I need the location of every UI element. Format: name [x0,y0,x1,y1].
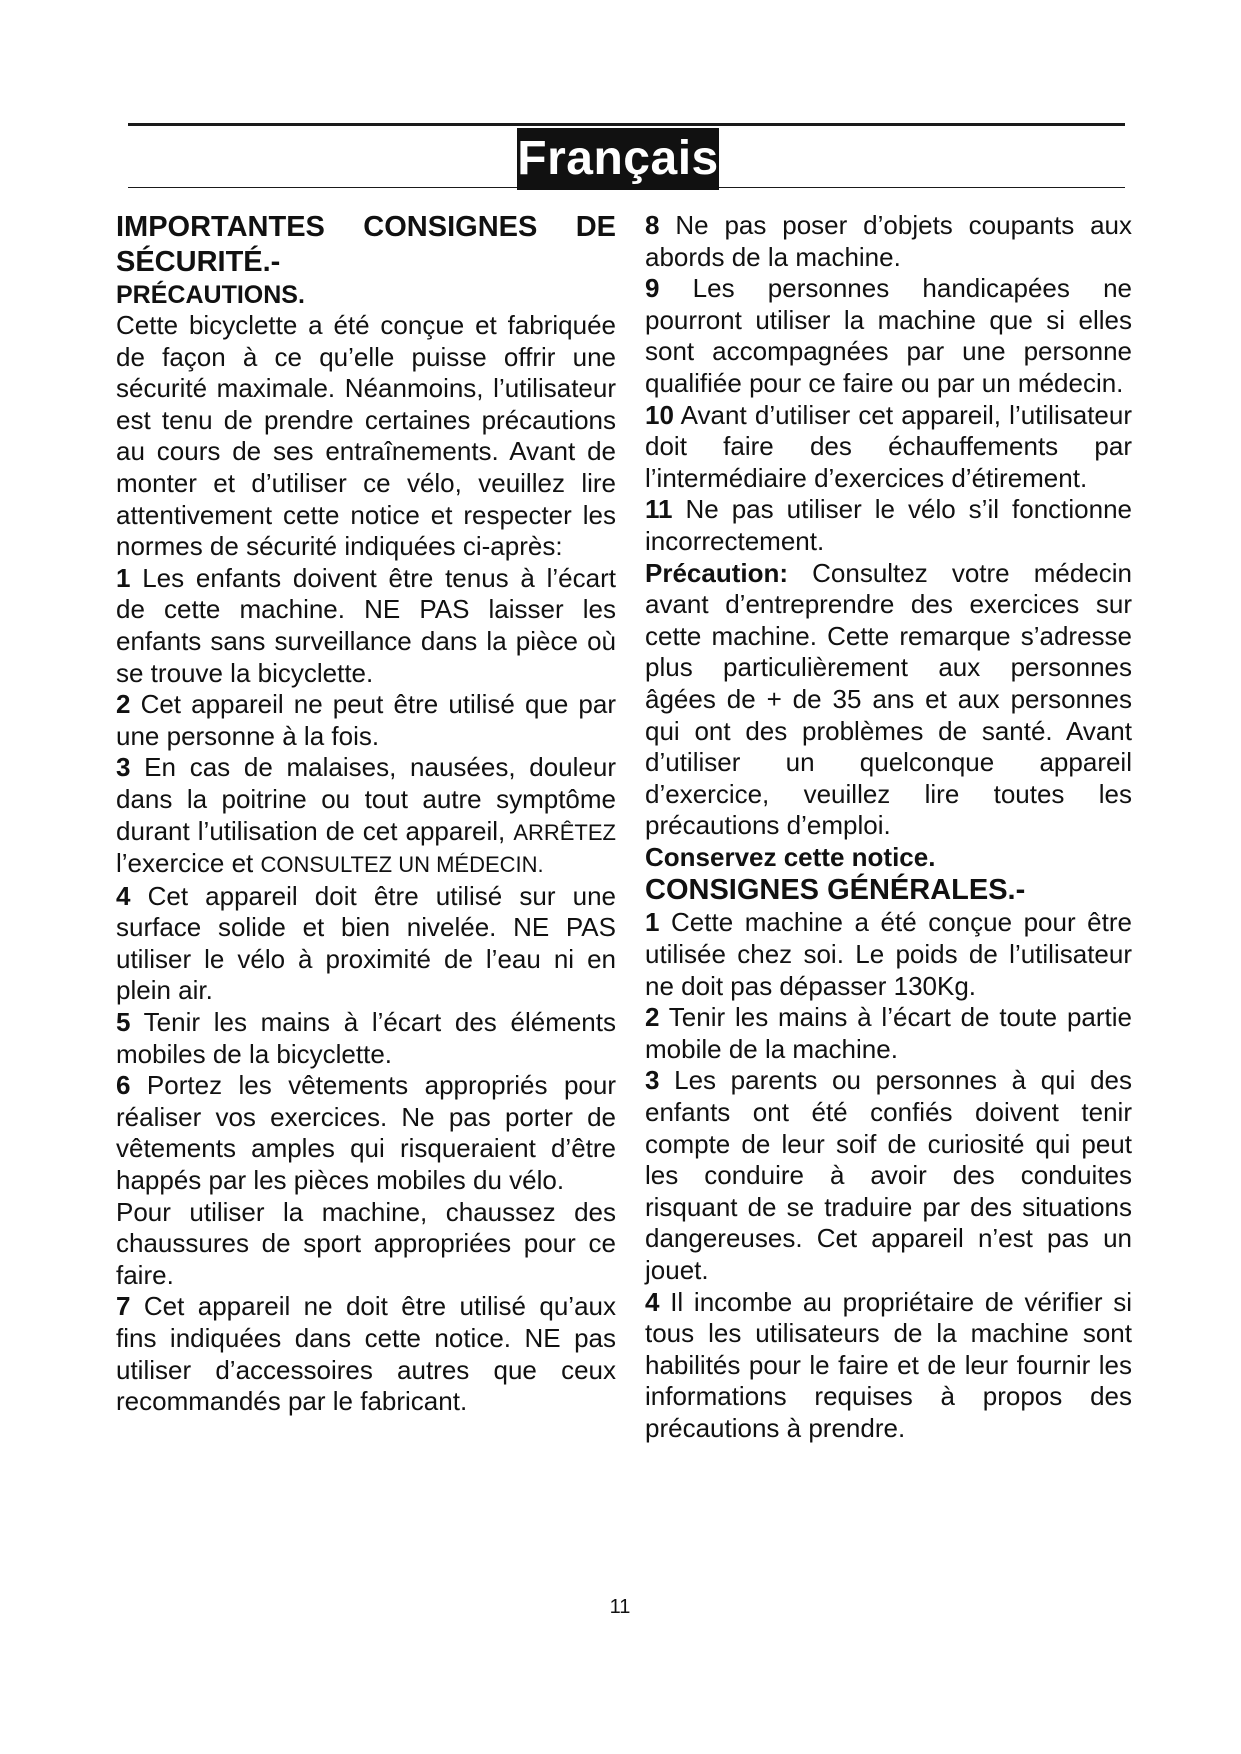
page-number: 11 [609,1596,631,1618]
safety-item-10: 10 Avant d’utiliser cet appareil, l’utilisateur doit faire des échauffements par l’intermédiaire d’exercices d’étirement. [645,399,1132,493]
general-item-2: 2 Tenir les mains à l’écart de toute partie mobile de la machine. [645,1002,1132,1064]
intro-paragraph: Cette bicyclette a été conçue et fabriquée de façon à ce qu’elle puisse offrir une sécurité maximale. Néanmoins, l’utilisateur est tenu de prendre certaines précautions au cours de ses entraînements. Avant de monter et d’utiliser ce vélo, veuillez lire attentivement cette notice et respecter les normes de sécurité indiquées ci-après: [116,310,616,562]
left-column [116,210,616,1418]
right-column [645,210,1132,1445]
safety-item-5: 5 Tenir les mains à l’écart des éléments mobiles de la bicyclette. [116,1007,616,1069]
caution-paragraph: Précaution: Consultez votre médecin avant d’entreprendre des exercices sur cette machine. Cette remarque s’adresse plus particulièrement aux personnes âgées de + de 35 ans et aux personnes qui ont des problèmes de santé. Avant d’utiliser un quelconque appareil d’exercice, veuillez lire toutes les précautions d’emploi. [645,557,1132,841]
safety-item-7: 7 Cet appareil ne doit être utilisé qu’aux fins indiquées dans cette notice. NE pas utiliser d’accessoires autres que ceux recommandés par le fabricant. [116,1291,616,1417]
safety-item-3: 3 En cas de malaises, nausées, douleur dans la poitrine ou tout autre symptôme durant l’utilisation de cet appareil, ARRÊTEZ l’exercice et CONSULTEZ UN MÉDECIN. [116,752,616,879]
safety-item-11: 11 Ne pas utiliser le vélo s’il fonctionne incorrectement. [645,494,1132,556]
keep-notice: Conservez cette notice. [645,841,936,872]
language-title: Français [517,128,719,190]
precautions-subtitle: PRÉCAUTIONS. [116,281,305,309]
general-item-4: 4 Il incombe au propriétaire de vérifier si tous les utilisateurs de la machine sont habilités pour le faire et de leur fournir les informations requises à propos des précautions à prendre. [645,1286,1132,1443]
safety-item-shoes: Pour utiliser la machine, chaussez des chaussures de sport appropriées pour ce faire. [116,1196,616,1290]
safety-title: IMPORTANTES CONSIGNES DE SÉCURITÉ.- [116,211,616,278]
safety-item-1: 1 Les enfants doivent être tenus à l’écart de cette machine. NE PAS laisser les enfants sans surveillance dans la pièce où se trouve la bicyclette. [116,562,616,688]
general-title: CONSIGNES GÉNÉRALES.- [645,874,1026,907]
safety-item-8: 8 Ne pas poser d’objets coupants aux abords de la machine. [645,210,1132,272]
caution-label: Précaution: [645,557,789,588]
safety-item-9: 9 Les personnes handicapées ne pourront utiliser la machine que si elles sont accompagnées par une personne qualifiée pour ce faire ou par un médecin. [645,273,1132,398]
general-item-1: 1 Cette machine a été conçue pour être utilisée chez soi. Le poids de l’utilisateur ne doit pas dépasser 130Kg. [645,907,1132,1001]
safety-item-6: 6 Portez les vêtements appropriés pour réaliser vos exercices. Ne pas porter de vêtements amples qui risqueraient d’être happés par les pièces mobiles du vélo. [116,1070,616,1196]
safety-item-4: 4 Cet appareil doit être utilisé sur une surface solide et bien nivelée. NE PAS utiliser le vélo à proximité de l’eau ni en plein air. [116,880,616,1006]
general-item-3: 3 Les parents ou personnes à qui des enfants ont été confiés doivent tenir compte de leur soif de curiosité qui peut les conduire à avoir des conduites risquant de se traduire par des situations dangereuses. Cet appareil n’est pas un jouet. [645,1065,1132,1285]
header-rule-top [128,123,1125,126]
safety-item-2: 2 Cet appareil ne peut être utilisé que par une personne à la fois. [116,689,616,751]
